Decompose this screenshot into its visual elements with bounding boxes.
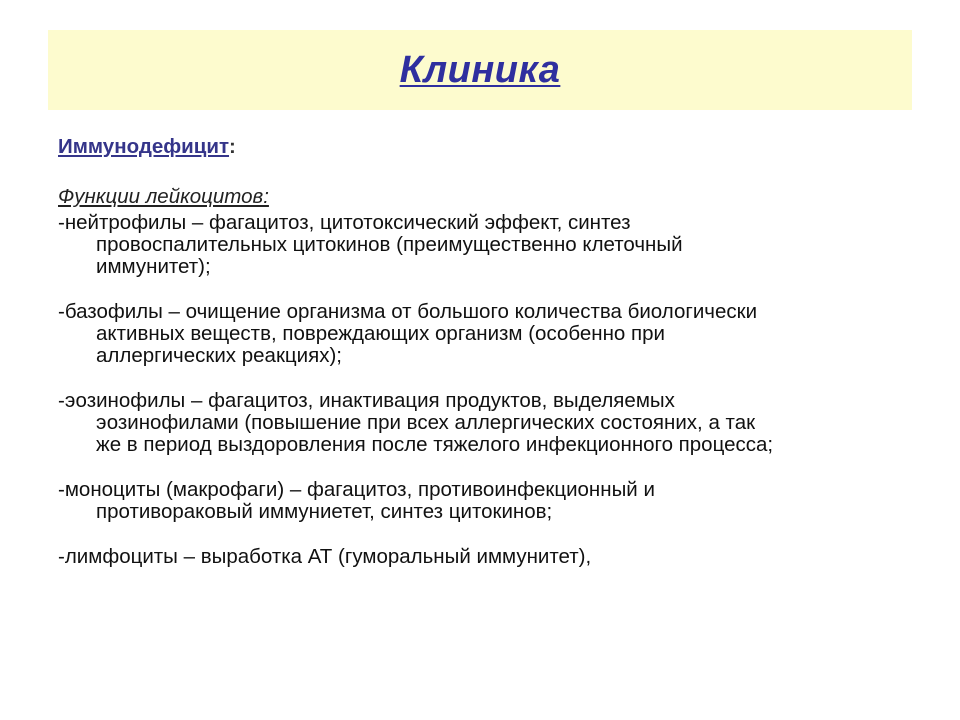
- list-item-monocytes: -моноциты (макрофаги) – фагацитоз, противоинфекционный и противораковый иммуниетет, синтез цитокинов;: [58, 478, 655, 523]
- heading-suffix: :: [229, 135, 236, 158]
- list-item-lymphocytes: -лимфоциты – выработка АТ (гуморальный иммунитет),: [58, 545, 592, 568]
- subheading: Функции лейкоцитов:: [58, 185, 269, 208]
- list-item-neutrophils: -нейтрофилы – фагацитоз, цитотоксический эффект, синтез провоспалительных цитокинов (преимущественно клеточный иммунитет);: [58, 211, 683, 278]
- slide-title[interactable]: Клиника: [399, 48, 561, 91]
- title-band: [48, 30, 912, 110]
- slide-content: [58, 136, 898, 568]
- list-item-basophils: -базофилы – очищение организма от большого количества биологически активных веществ, повреждающих организм (особенно при аллергических реакциях);: [58, 300, 758, 367]
- section-heading: [58, 136, 898, 158]
- list-item-eosinophils: -эозинофилы – фагацитоз, инактивация продуктов, выделяемых эозинофилами (повышение при всех аллергических состояних, а так же в период выздоровления после тяжелого инфекционного процесса;: [58, 389, 774, 456]
- heading-link[interactable]: Иммунодефицит: [58, 135, 230, 158]
